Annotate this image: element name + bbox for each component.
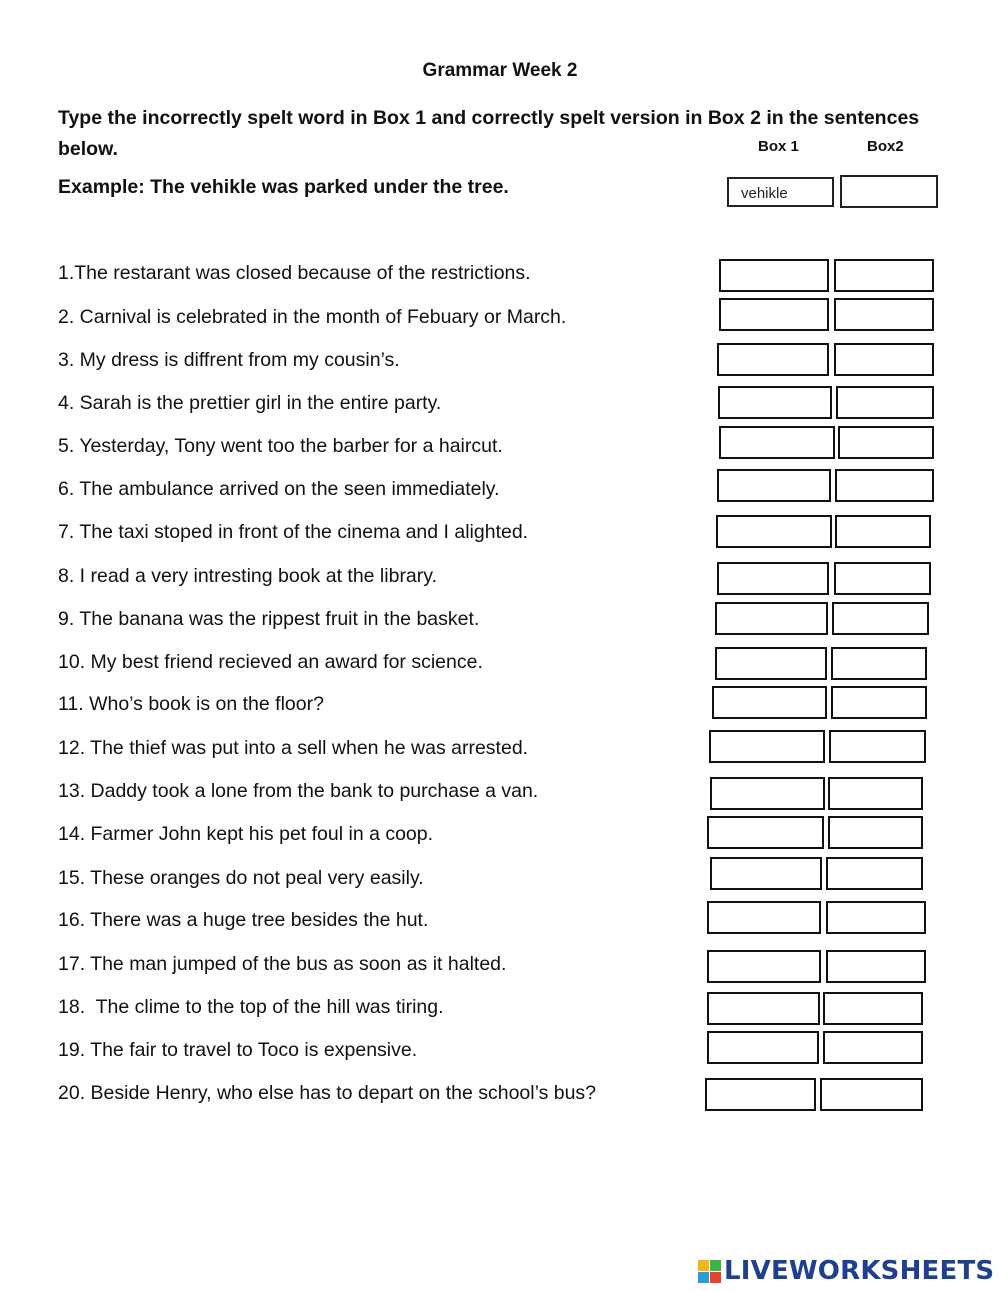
- question-4-box2-input[interactable]: [836, 386, 934, 419]
- question-7-box1-input[interactable]: [716, 515, 832, 548]
- instructions: [58, 103, 948, 165]
- question-6-box1-input[interactable]: [717, 469, 831, 502]
- question-11-box2-input[interactable]: [831, 686, 927, 719]
- question-10-box2-input[interactable]: [831, 647, 927, 680]
- question-12-box1-input[interactable]: [709, 730, 825, 763]
- question-16-box1-input[interactable]: [707, 901, 821, 934]
- question-5-box1-input[interactable]: [719, 426, 835, 459]
- question-3-box1-input[interactable]: [717, 343, 829, 376]
- question-16-text: 16. There was a huge tree besides the hut.: [58, 909, 429, 931]
- question-1-box1-input[interactable]: [719, 259, 829, 292]
- question-13-text: 13. Daddy took a lone from the bank to purchase a van.: [58, 780, 539, 802]
- example-box1: [727, 177, 834, 207]
- question-2-text: 2. Carnival is celebrated in the month of Febuary or March.: [58, 306, 567, 328]
- question-14-text: 14. Farmer John kept his pet foul in a coop.: [58, 823, 434, 845]
- question-14-box1-input[interactable]: [707, 816, 824, 849]
- worksheet-title: Grammar Week 2: [422, 60, 578, 81]
- question-2-box1-input[interactable]: [719, 298, 829, 331]
- question-10-box1-input[interactable]: [715, 647, 827, 680]
- question-5-box2-input[interactable]: [838, 426, 934, 459]
- question-1-box2-input[interactable]: [834, 259, 934, 292]
- question-20-box2-input[interactable]: [820, 1078, 923, 1111]
- question-9-box1-input[interactable]: [715, 602, 828, 635]
- question-19-box1-input[interactable]: [707, 1031, 819, 1064]
- question-5-text: 5. Yesterday, Tony went too the barber for a haircut.: [58, 435, 503, 457]
- box1-header: Box 1: [758, 138, 799, 155]
- question-15-box1-input[interactable]: [710, 857, 822, 890]
- question-15-text: 15. These oranges do not peal very easily.: [58, 867, 424, 889]
- question-17-box1-input[interactable]: [707, 950, 821, 983]
- question-6-box2-input[interactable]: [835, 469, 934, 502]
- question-14-box2-input[interactable]: [828, 816, 923, 849]
- question-9-text: 9. The banana was the rippest fruit in the basket.: [58, 608, 480, 630]
- example-sentence: Example: The vehikle was parked under the tree.: [58, 176, 509, 198]
- question-13-box1-input[interactable]: [710, 777, 825, 810]
- question-8-box2-input[interactable]: [834, 562, 931, 595]
- liveworksheets-logo-mark: [698, 1260, 721, 1283]
- question-2-box2-input[interactable]: [834, 298, 934, 331]
- question-3-box2-input[interactable]: [834, 343, 934, 376]
- question-10-text: 10. My best friend recieved an award for science.: [58, 651, 483, 673]
- box2-header: Box2: [867, 138, 904, 155]
- question-1-text: 1.The restarant was closed because of the restrictions.: [58, 262, 531, 284]
- question-20-text: 20. Beside Henry, who else has to depart on the school’s bus?: [58, 1082, 597, 1104]
- question-19-text: 19. The fair to travel to Toco is expensive.: [58, 1039, 418, 1061]
- question-7-text: 7. The taxi stoped in front of the cinema and I alighted.: [58, 521, 529, 543]
- question-4-text: 4. Sarah is the prettier girl in the entire party.: [58, 392, 442, 414]
- question-3-text: 3. My dress is diffrent from my cousin’s.: [58, 349, 400, 371]
- question-4-box1-input[interactable]: [718, 386, 832, 419]
- question-15-box2-input[interactable]: [826, 857, 923, 890]
- example-box1-value: vehikle: [741, 185, 788, 202]
- liveworksheets-logo-text: LIVEWORKSHEETS: [724, 1256, 995, 1286]
- example-box2: [840, 175, 938, 208]
- instructions-line-1: Type the incorrectly spelt word in Box 1 and correctly spelt version in Box 2 in the sentences: [58, 107, 920, 129]
- question-13-box2-input[interactable]: [828, 777, 923, 810]
- liveworksheets-logo: [698, 1256, 994, 1286]
- question-8-box1-input[interactable]: [717, 562, 829, 595]
- question-18-box1-input[interactable]: [707, 992, 820, 1025]
- question-7-box2-input[interactable]: [835, 515, 931, 548]
- question-12-box2-input[interactable]: [829, 730, 926, 763]
- question-20-box1-input[interactable]: [705, 1078, 816, 1111]
- question-11-text: 11. Who’s book is on the floor?: [58, 693, 324, 715]
- question-12-text: 12. The thief was put into a sell when he was arrested.: [58, 737, 529, 759]
- question-11-box1-input[interactable]: [712, 686, 827, 719]
- question-8-text: 8. I read a very intresting book at the library.: [58, 565, 437, 587]
- question-6-text: 6. The ambulance arrived on the seen immediately.: [58, 478, 500, 500]
- question-18-box2-input[interactable]: [823, 992, 923, 1025]
- question-17-box2-input[interactable]: [826, 950, 926, 983]
- question-9-box2-input[interactable]: [832, 602, 929, 635]
- question-19-box2-input[interactable]: [823, 1031, 923, 1064]
- question-16-box2-input[interactable]: [826, 901, 926, 934]
- question-17-text: 17. The man jumped of the bus as soon as it halted.: [58, 953, 507, 975]
- question-18-text: 18. The clime to the top of the hill was tiring.: [58, 996, 444, 1018]
- instructions-line-2: below.: [58, 138, 118, 160]
